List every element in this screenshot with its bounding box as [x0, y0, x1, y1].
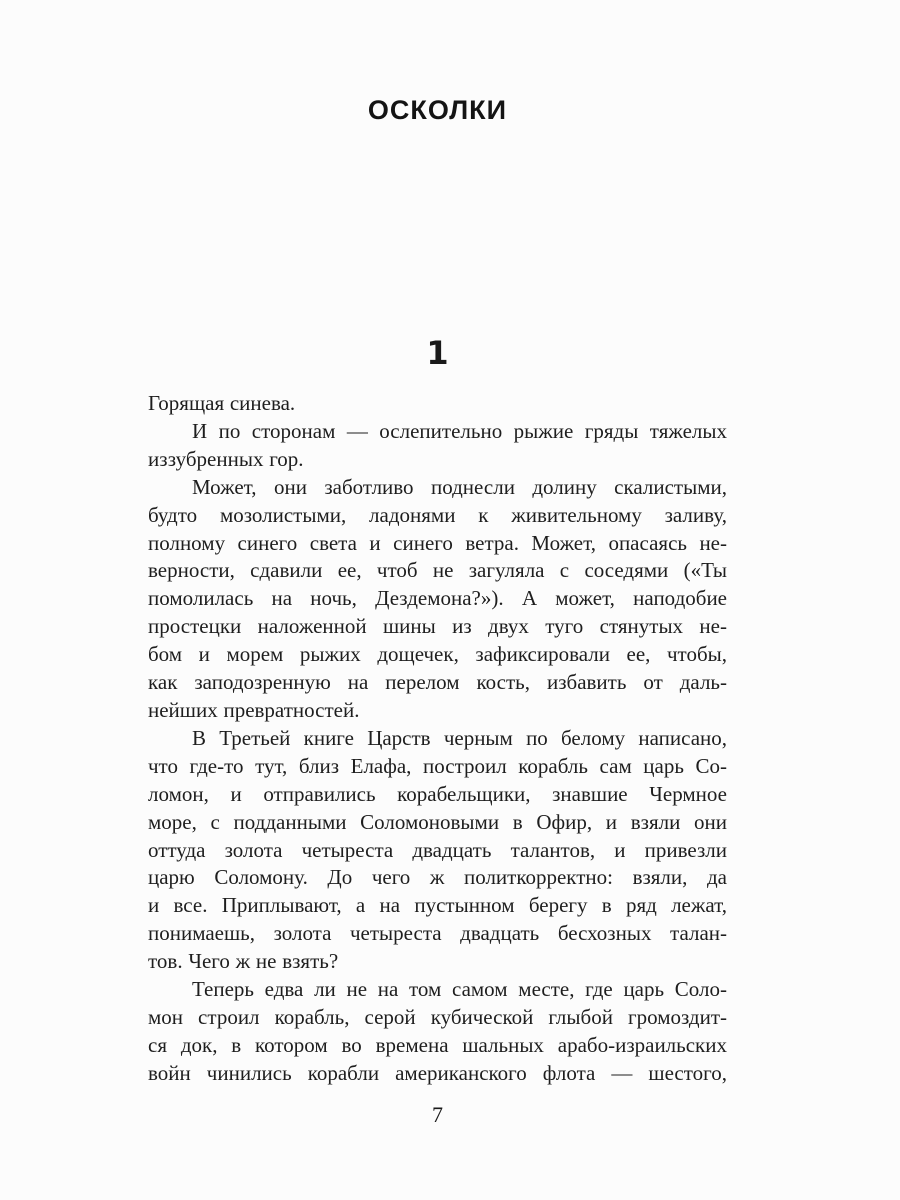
body-line: простецки наложенной шины из двух туго стянутых не-: [148, 614, 727, 639]
story-title: ОСКОЛКИ: [367, 95, 508, 125]
body-line: что где-то тут, близ Елафа, построил корабль сам царь Со-: [148, 753, 727, 778]
body-line: войн чинились корабли американского флота — шестого,: [148, 1060, 727, 1085]
body-line: бом и морем рыжих дощечек, зафиксировали ее, чтобы,: [148, 642, 727, 667]
body-line: понимаешь, золота четыреста двадцать бесхозных талан-: [148, 921, 727, 946]
body-line: иззубренных гор.: [148, 446, 304, 471]
body-line: ломон, и отправились корабельщики, знавшие Чермное: [148, 781, 727, 806]
body-line: помолилась на ночь, Дездемона?»). А может, наподобие: [148, 586, 727, 611]
body-line: верности, сдавили ее, чтоб не загуляла с соседями («Ты: [148, 558, 727, 583]
body-line: как заподозренную на перелом кость, избавить от даль-: [148, 670, 727, 695]
body-line: море, с подданными Соломоновыми в Офир, и взяли они: [148, 809, 727, 834]
body-line: мон строил корабль, серой кубической глыбой громоздит-: [148, 1004, 727, 1029]
body-line: Теперь едва ли не на том самом месте, где царь Соло-: [192, 977, 727, 1002]
chapter-number: 1: [426, 334, 449, 372]
body-line: тов. Чего ж не взять?: [148, 949, 339, 974]
body-line: И по сторонам — ослепительно рыжие гряды тяжелых: [192, 418, 727, 443]
body-line: нейших превратностей.: [148, 697, 360, 722]
body-line: будто мозолистыми, ладонями к живительному заливу,: [148, 502, 727, 527]
body-line: полному синего света и синего ветра. Может, опасаясь не-: [148, 530, 727, 555]
body-line: царю Соломону. До чего ж политкорректно: взяли, да: [148, 865, 727, 890]
body-line: В Третьей книге Царств черным по белому написано,: [192, 725, 727, 750]
body-text: [148, 390, 727, 1088]
body-line: оттуда золота четыреста двадцать талантов, и привезли: [148, 837, 727, 862]
page-number: 7: [432, 1102, 443, 1127]
body-line: и все. Приплывают, а на пустынном берегу в ряд лежат,: [148, 893, 727, 918]
body-line: Горящая синева.: [148, 391, 296, 415]
body-line: Может, они заботливо поднесли долину скалистыми,: [192, 474, 727, 499]
body-line: ся док, в котором во времена шальных арабо-израильских: [148, 1032, 727, 1057]
